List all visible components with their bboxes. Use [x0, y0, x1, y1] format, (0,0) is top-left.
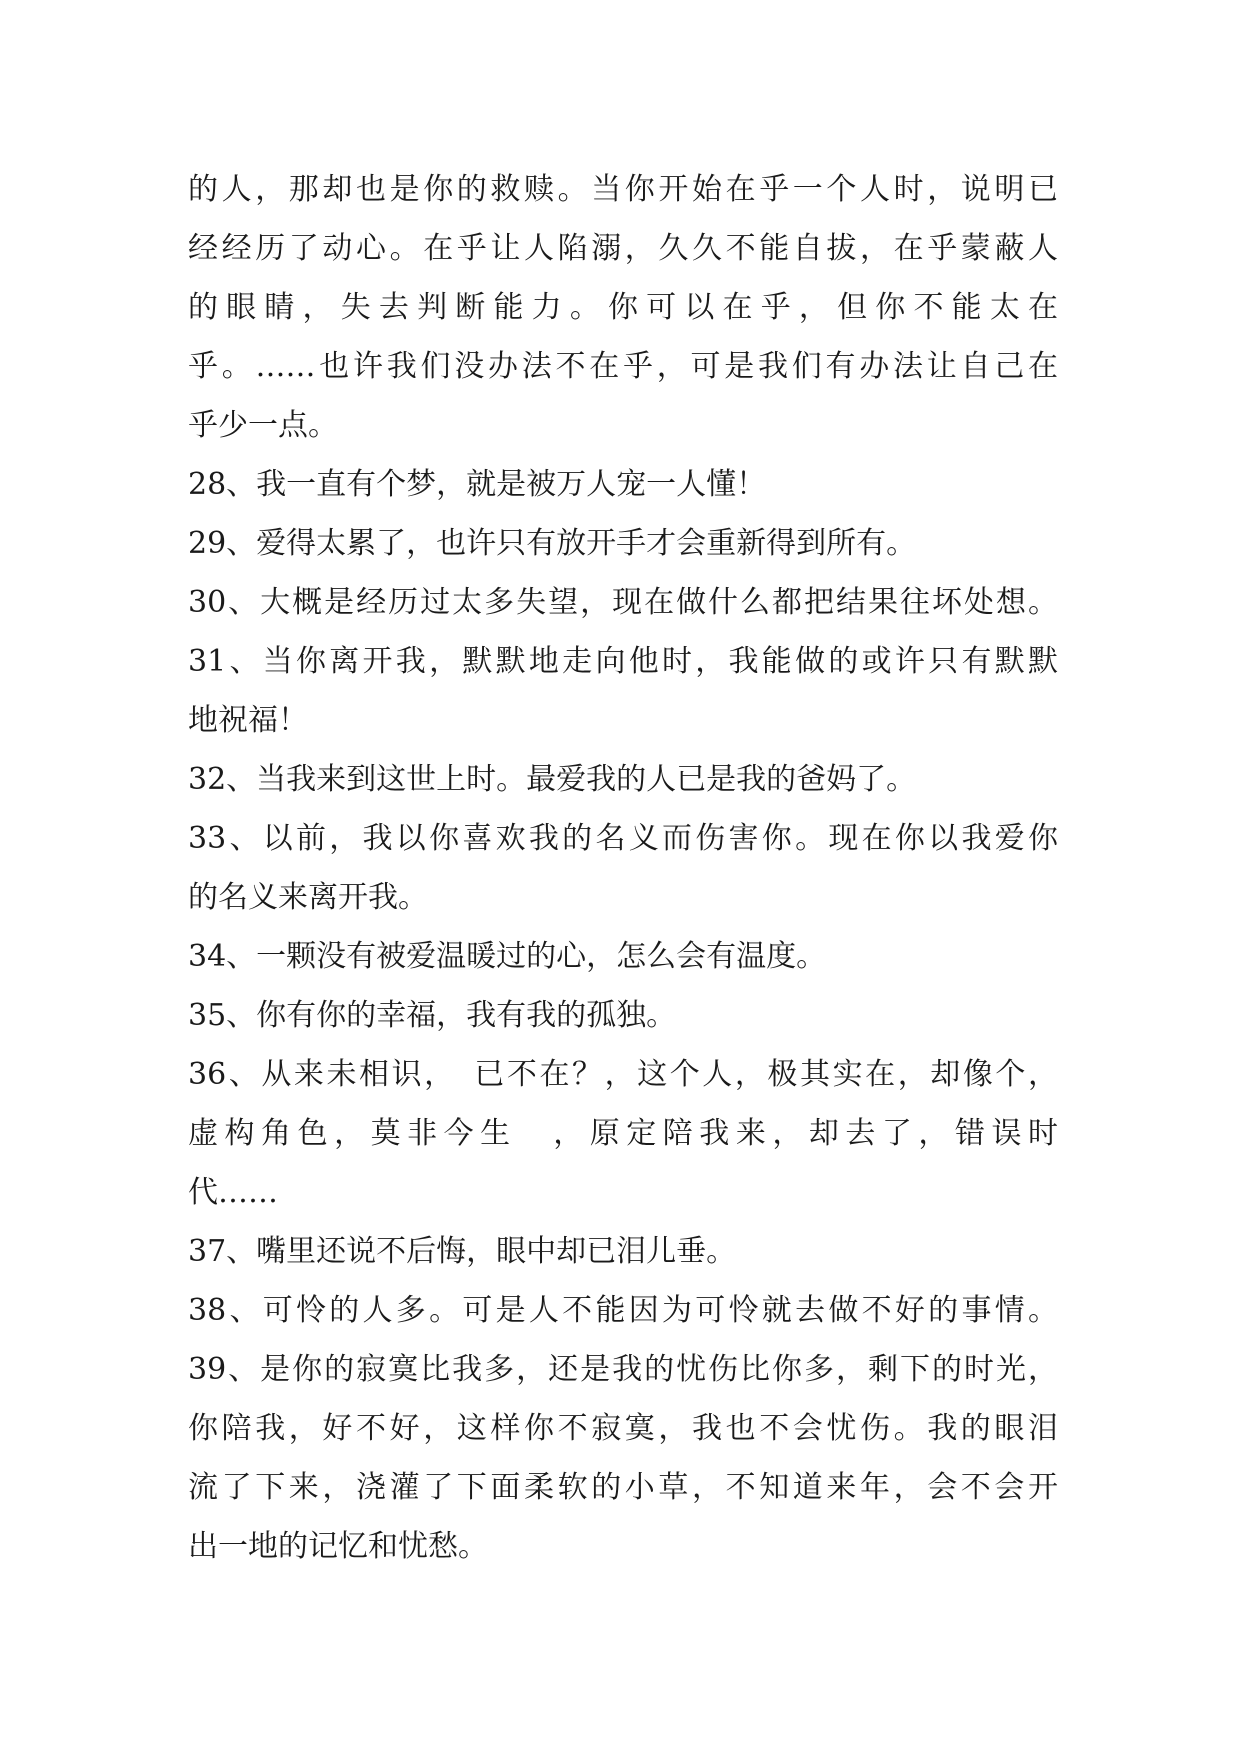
- text-line: 35、你有你的幸福，我有我的孤独。: [188, 998, 677, 1033]
- text-line: 你陪我，好不好，这样你不寂寞，我也不会忧伤。我的眼泪: [188, 1411, 1058, 1446]
- text-line: 的眼睛，失去判断能力。你可以在乎，但你不能太在: [188, 290, 1058, 325]
- text-line: 31、当你离开我，默默地走向他时，我能做的或许只有默默: [188, 644, 1058, 679]
- text-line: 34、一颗没有被爱温暖过的心，怎么会有温度。: [188, 939, 827, 974]
- text-line: 29、爱得太累了，也许只有放开手才会重新得到所有。: [188, 526, 917, 561]
- text-line: 经经历了动心。在乎让人陷溺，久久不能自拔，在乎蒙蔽人: [188, 231, 1058, 266]
- text-line: 30、大概是经历过太多失望，现在做什么都把结果往坏处想。: [188, 585, 1058, 620]
- text-line: 38、可怜的人多。可是人不能因为可怜就去做不好的事情。: [188, 1293, 1058, 1328]
- text-line: 28、我一直有个梦，就是被万人宠一人懂！: [188, 467, 767, 502]
- text-line: 代……: [188, 1175, 278, 1210]
- text-line: 的名义来离开我。: [188, 880, 428, 915]
- text-line: 32、当我来到这世上时。最爱我的人已是我的爸妈了。: [188, 762, 917, 797]
- text-line: 乎少一点。: [188, 408, 338, 443]
- text-line: 的人，那却也是你的救赎。当你开始在乎一个人时，说明已: [188, 172, 1058, 207]
- text-line: 出一地的记忆和忧愁。: [188, 1529, 488, 1564]
- text-line: 37、嘴里还说不后悔，眼中却已泪儿垂。: [188, 1234, 737, 1269]
- text-line: 流了下来，浇灌了下面柔软的小草，不知道来年，会不会开: [188, 1470, 1058, 1505]
- text-line: 乎。……也许我们没办法不在乎，可是我们有办法让自己在: [188, 349, 1058, 384]
- text-line: 地祝福！: [188, 703, 308, 738]
- text-line: 33、以前，我以你喜欢我的名义而伤害你。现在你以我爱你: [188, 821, 1058, 856]
- text-line: 39、是你的寂寞比我多，还是我的忧伤比你多，剩下的时光，: [188, 1352, 1058, 1387]
- document-body: [188, 160, 1058, 1576]
- text-line: 虚构角色，莫非今生 ，原定陪我来，却去了，错误时: [188, 1116, 1058, 1151]
- text-line: 36、从来未相识， 已不在？，这个人，极其实在，却像个，: [188, 1057, 1058, 1092]
